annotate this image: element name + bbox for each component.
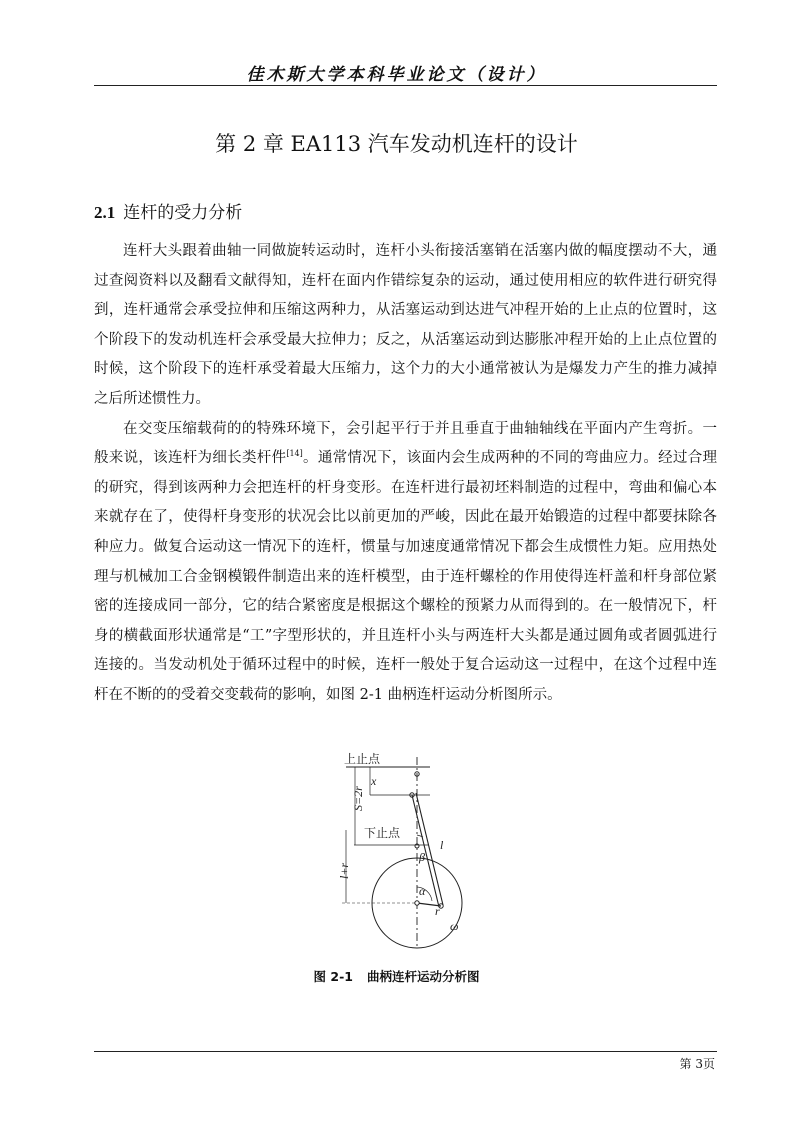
body-text — [94, 237, 717, 711]
section-number: 2.1 — [94, 203, 116, 222]
label-tdc: 上止点 — [344, 752, 381, 766]
crank-diagram — [337, 745, 490, 957]
paragraph-2-part-2: 。通常情况下，该面内会生成两种的不同的弯曲应力。经过合理的研究，得到该两种力会把连杆的杆身变形。在连杆进行最初坯料制造的过程中，弯曲和偏心本来就存在了，使得杆身变形的状况会比以前更加的严峻，因此在最开始锻造的过程中都要抹除各种应力。做复合运动这一情况下的连杆，惯量与加速度通常情况下都会生成惯性力矩。应用热处理与机械加工合金钢模锻件制造出来的连杆模型，由于连杆螺栓的作用使得连杆盖和杆身部位紧密的连接成同一部分，它的结合紧密度是根据这个螺栓的预紧力从而得到的。在一般情况下，杆身的横截面形状通常是“工”字型形状的，并且连杆小头与两连杆大头都是通过圆角或者圆弧进行连接的。当发动机处于循环过程中的时候，连杆一般处于复合运动这一过程中，在这个过程中连杆在不断的的受着交变载荷的影响，如图 2-1 曲柄连杆运动分析图所示。 — [94, 450, 718, 703]
label-l: l — [440, 838, 444, 852]
label-beta: β — [419, 850, 425, 864]
caption-number: 图 2-1 — [313, 969, 353, 984]
label-x: x — [371, 774, 377, 788]
label-bdc: 下止点 — [364, 826, 401, 840]
section-title-text: 连杆的受力分析 — [123, 203, 243, 223]
paragraph-1: 连杆大头跟着曲轴一同做旋转运动时，连杆小头衔接活塞销在活塞内做的幅度摆动不大，通过查阅资料以及翻看文献得知，连杆在面内作错综复杂的运动，通过使用相应的软件进行研究得到，连杆通常会承受拉伸和压缩这两种力，从活塞运动到达进气冲程开始的上止点的位置时，这个阶段下的发动机连杆会承受最大拉伸力；反之，从活塞运动到达膨胀冲程开始的上止点位置的时候，这个阶段下的连杆承受着最大压缩力，这个力的大小通常被认为是爆发力产生的推力减掉之后所述惯性力。 — [94, 243, 717, 407]
crank-connecting-rod-figure — [337, 745, 490, 957]
caption-text: 曲柄连杆运动分析图 — [366, 969, 480, 984]
header-divider — [94, 85, 717, 86]
section-heading — [94, 198, 242, 223]
paragraph-2-part-1: 在交变压缩载荷的的特殊环境下，会引起平行于并且垂直于曲轴轴线在平面内产生弯折。一般来说，该连杆为细长类杆件 — [94, 420, 717, 467]
page-number: 第 3页 — [679, 1057, 715, 1071]
label-alpha: α — [419, 884, 426, 898]
footer-divider — [94, 1051, 717, 1052]
chapter-title: 第 2 章 EA113 汽车发动机连杆的设计 — [215, 132, 578, 156]
citation-ref[interactable]: [14] — [286, 449, 303, 459]
label-omega: ω — [450, 919, 459, 933]
label-s2r: S=2r — [351, 786, 365, 811]
running-header-title: 佳木斯大学本科毕业论文（设计） — [246, 65, 547, 85]
paragraph-2 — [94, 415, 717, 711]
label-r: r — [435, 904, 440, 918]
figure-caption — [0, 967, 793, 985]
label-lr: l+r — [337, 862, 351, 879]
